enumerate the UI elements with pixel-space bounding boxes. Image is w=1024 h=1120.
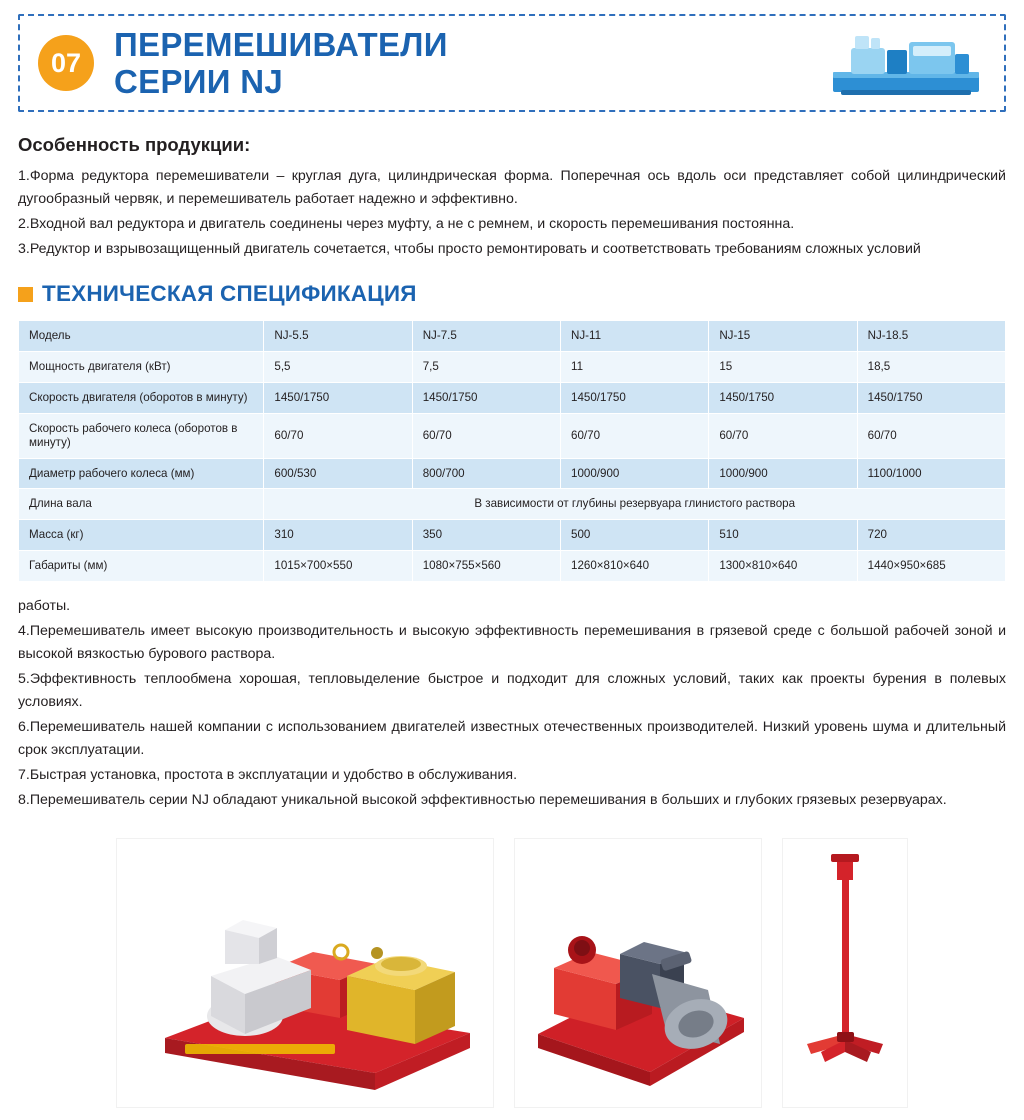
product-photo-gallery (18, 838, 1006, 1120)
impeller-shaft-photo (782, 838, 908, 1108)
lower-paragraph-6: 6.Перемешиватель нашей компании с использованием двигателей известных отечественных производителей. Низкий уровень шума и длительный срок эксплуатации. (18, 719, 1006, 759)
lower-paragraph-8: 8.Перемешиватель серии NJ обладают уникальной высокой эффективностью перемешивания в больших и глубоких грязевых резервуарах. (18, 792, 947, 809)
cell-value: 1300×810×640 (709, 551, 857, 582)
row-label: Длина вала (19, 489, 264, 520)
row-label: Диаметр рабочего колеса (мм) (19, 458, 264, 489)
features-title: Особенность продукции: (18, 134, 251, 155)
cell-value: 1100/1000 (857, 458, 1005, 489)
lower-text-block (18, 595, 1006, 812)
cell-value: 1450/1750 (561, 382, 709, 413)
table-row (19, 351, 1006, 382)
cell-value: 600/530 (264, 458, 412, 489)
cell-value: 7,5 (412, 351, 560, 382)
cell-value: 1015×700×550 (264, 551, 412, 582)
page-title (114, 26, 448, 101)
feature-paragraph-3: 3.Редуктор и взрывозащищенный двигатель сочетается, чтобы просто ремонтировать и соответствовать требованиям сложных условий (18, 241, 921, 257)
row-label: Мощность двигателя (кВт) (19, 351, 264, 382)
page-title-line2: СЕРИИ NJ (114, 63, 284, 100)
cell-value: 1450/1750 (857, 382, 1005, 413)
feature-paragraph-1: 1.Форма редуктора перемешиватели – круглая дуга, цилиндрическая форма. Поперечная ось вдоль оси представляет собой цилиндрический дугообразный червяк, и перемешиватель работает надежно и эффективно. (18, 168, 1006, 207)
cell-value: 310 (264, 520, 412, 551)
cell-value: 350 (412, 520, 560, 551)
page-title-line1: ПЕРЕМЕШИВАТЕЛИ (114, 25, 448, 63)
table-row (19, 520, 1006, 551)
cell-value: 500 (561, 520, 709, 551)
cell-value: NJ-15 (709, 321, 857, 352)
cell-value: 60/70 (709, 413, 857, 458)
cell-value: 1450/1750 (412, 382, 560, 413)
square-bullet-icon (18, 287, 33, 302)
page-header (18, 14, 1006, 112)
cell-value: NJ-11 (561, 321, 709, 352)
table-row (19, 382, 1006, 413)
cell-value: 18,5 (857, 351, 1005, 382)
agitator-photo-grey-motor (514, 838, 762, 1108)
row-label: Масса (кг) (19, 520, 264, 551)
lower-paragraph-7: 7.Быстрая установка, простота в эксплуатации и удобство в обслуживания. (18, 767, 518, 784)
table-row (19, 321, 1006, 352)
product-datasheet-page (0, 14, 1024, 1120)
cell-value: 60/70 (561, 413, 709, 458)
agitator-photo-white-motor (116, 838, 494, 1108)
cell-value: 60/70 (857, 413, 1005, 458)
cell-value: NJ-7.5 (412, 321, 560, 352)
cell-value: NJ-5.5 (264, 321, 412, 352)
table-row (19, 489, 1006, 520)
lower-paragraph-0: работы. (18, 598, 71, 615)
cell-value: 720 (857, 520, 1005, 551)
table-row (19, 458, 1006, 489)
feature-paragraph-2: 2.Входной вал редуктора и двигатель соединены через муфту, а не с ремнем, и скорость перемешивания постоянна. (18, 216, 795, 232)
cell-value: 800/700 (412, 458, 560, 489)
cell-value: 1440×950×685 (857, 551, 1005, 582)
row-label: Скорость двигателя (оборотов в минуту) (19, 382, 264, 413)
row-label: Модель (19, 321, 264, 352)
table-row (19, 551, 1006, 582)
cell-value: 5,5 (264, 351, 412, 382)
lower-paragraph-5: 5.Эффективность теплообмена хорошая, тепловыделение быстрое и подходит для сложных условий, таких как проекты бурения в полевых условиях. (18, 671, 1006, 711)
lower-paragraph-4: 4.Перемешиватель имеет высокую производительность и высокую эффективность перемешивания в грязевой среде с большой рабочей зоной и высокой вязкостью бурового раствора. (18, 623, 1006, 663)
mud-agitator-thumbnail-icon (824, 26, 990, 102)
cell-value: 510 (709, 520, 857, 551)
section-number-badge: 07 (38, 35, 94, 91)
technical-specification-table (18, 320, 1006, 582)
cell-value: 1450/1750 (264, 382, 412, 413)
table-row (19, 413, 1006, 458)
spec-section-heading (18, 281, 1006, 307)
cell-value-merged: В зависимости от глубины резервуара глинистого раствора (264, 489, 1006, 520)
cell-value: 60/70 (264, 413, 412, 458)
cell-value: 1000/900 (709, 458, 857, 489)
cell-value: 11 (561, 351, 709, 382)
cell-value: 1080×755×560 (412, 551, 560, 582)
cell-value: 1450/1750 (709, 382, 857, 413)
row-label: Скорость рабочего колеса (оборотов в минуту) (19, 413, 264, 458)
spec-heading-label: ТЕХНИЧЕСКАЯ СПЕЦИФИКАЦИЯ (42, 281, 417, 306)
cell-value: NJ-18.5 (857, 321, 1005, 352)
cell-value: 1260×810×640 (561, 551, 709, 582)
cell-value: 15 (709, 351, 857, 382)
cell-value: 60/70 (412, 413, 560, 458)
row-label: Габариты (мм) (19, 551, 264, 582)
cell-value: 1000/900 (561, 458, 709, 489)
